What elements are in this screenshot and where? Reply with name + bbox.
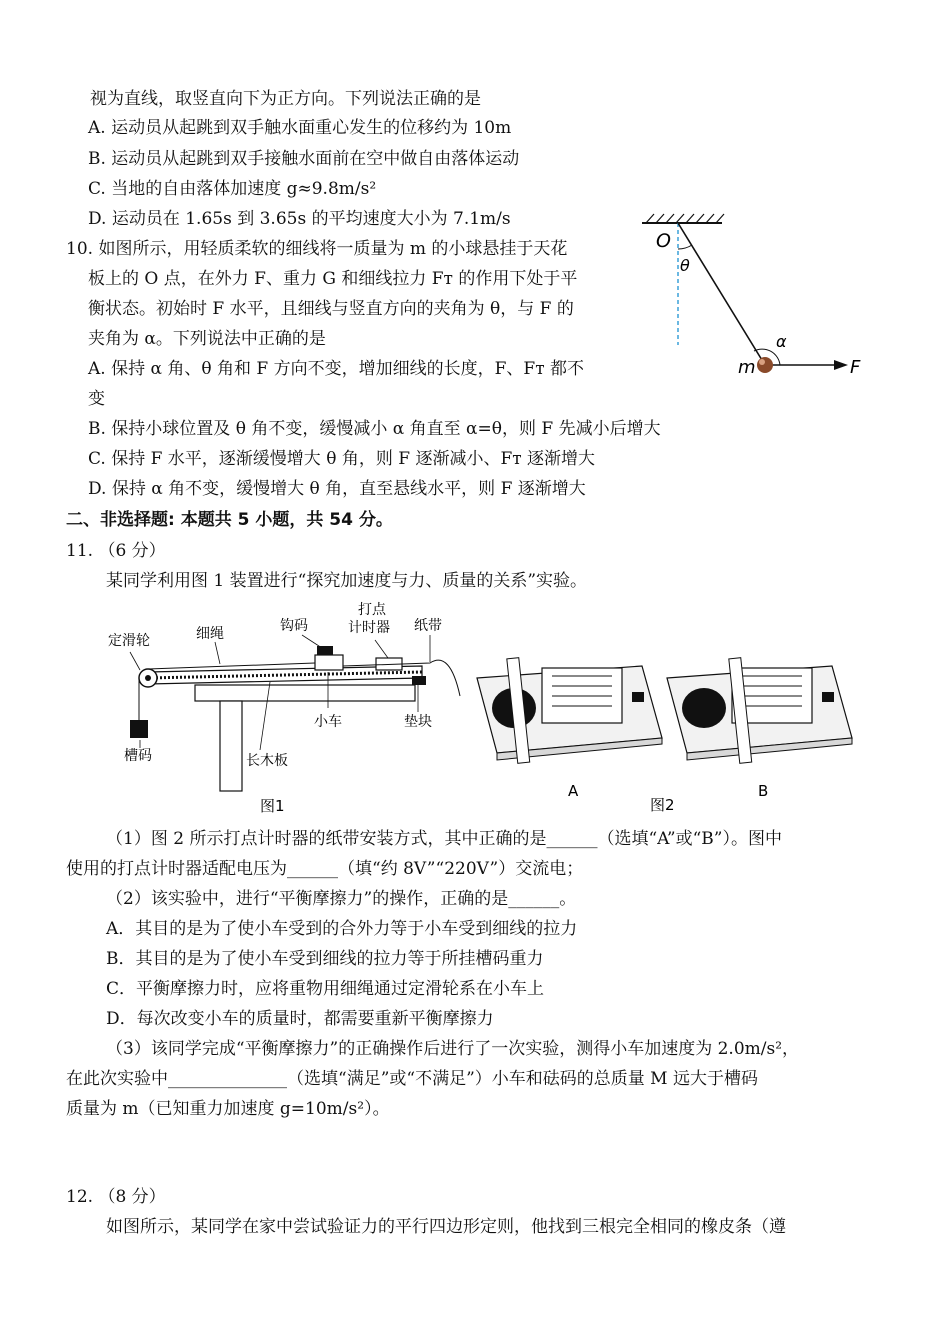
q11-part1-line-2: 使用的打点计时器适配电压为______（填“约 8V”“220V”）交流电； [66, 859, 584, 879]
q9-option-d: D. 运动员在 1.65s 到 3.65s 的平均速度大小为 7.1m/s [88, 209, 511, 229]
q12-line-1: 如图所示，某同学在家中尝试验证力的平行四边形定则，他找到三根完全相同的橡皮条（遵 [106, 1217, 786, 1237]
fig2-caption: 图2 [650, 796, 675, 814]
q11-figure-1 [100, 600, 470, 818]
q10-line-3: 衡状态。初始时 F 水平，且细线与竖直方向的夹角为 θ，与 F 的 [88, 299, 574, 319]
q11-part2-option-d: D．每次改变小车的质量时，都需要重新平衡摩擦力 [106, 1009, 494, 1029]
q11-part2-option-a: A．其目的是为了使小车受到的合外力等于小车受到细线的拉力 [106, 919, 578, 939]
q11-part3-line-2: 在此次实验中______________（选填“满足”或“不满足”）小车和砝码的总质量 M 远大于槽码 [66, 1069, 758, 1089]
q10-fig-label-o: O [656, 230, 671, 252]
q10-option-d: D. 保持 α 角不变，缓慢增大 θ 角，直至悬线水平，则 F 逐渐增大 [88, 479, 586, 499]
q11-part2-stem: （2）该实验中，进行“平衡摩擦力”的操作，正确的是______。 [106, 889, 577, 909]
fig1-label-weight: 槽码 [124, 748, 152, 764]
q11-figure-2 [472, 648, 872, 820]
fig1-label-board: 长木板 [246, 753, 288, 769]
q10-option-c: C. 保持 F 水平，逐渐缓慢增大 θ 角，则 F 逐渐减小、Fᴛ 逐渐增大 [88, 449, 596, 469]
q10-pendulum-figure [630, 205, 880, 390]
q10-fig-label-alpha: α [776, 332, 787, 351]
fig2-label-a: A [568, 782, 579, 800]
q10-fig-label-theta: θ [680, 256, 690, 275]
fig1-label-timer-1: 打点 [358, 602, 386, 618]
q10-option-a-1: A. 保持 α 角、θ 角和 F 方向不变，增加细线的长度，F、Fᴛ 都不 [88, 359, 585, 379]
fig2-label-b: B [758, 782, 769, 800]
q11-intro: 某同学利用图 1 装置进行“探究加速度与力、质量的关系”实验。 [106, 571, 588, 591]
q11-part3-line-1: （3）该同学完成“平衡摩擦力”的正确操作后进行了一次实验，测得小车加速度为 2.0m/s²， [106, 1039, 800, 1059]
fig1-label-tape: 纸带 [414, 618, 442, 634]
q11-part1-line-1: （1）图 2 所示打点计时器的纸带安装方式，其中正确的是______（选填“A”或“B”）。图中 [106, 829, 782, 849]
q9-option-b: B. 运动员从起跳到双手接触水面前在空中做自由落体运动 [88, 149, 520, 169]
fig1-label-timer-2: 计时器 [348, 620, 390, 636]
fig1-label-block: 垫块 [404, 714, 432, 730]
section-2-heading: 二、非选择题: 本题共 5 小题，共 54 分。 [66, 510, 393, 530]
q10-line-2: 板上的 O 点，在外力 F、重力 G 和细线拉力 Fᴛ 的作用下处于平 [88, 269, 578, 289]
fig1-label-hook: 钩码 [280, 618, 308, 634]
q10-line-4: 夹角为 α。下列说法中正确的是 [88, 329, 326, 349]
q12-heading: 12. （8 分） [66, 1187, 166, 1207]
q10-line-1: 10. 如图所示，用轻质柔软的细线将一质量为 m 的小球悬挂于天花 [66, 239, 568, 259]
q11-part2-option-b: B．其目的是为了使小车受到细线的拉力等于所挂槽码重力 [106, 949, 544, 969]
fig1-label-rope: 细绳 [196, 626, 224, 642]
q10-option-a-2: 变 [88, 389, 105, 409]
fig2-timer-a [477, 658, 662, 764]
fig1-caption: 图1 [260, 797, 285, 815]
q9-option-a: A. 运动员从起跳到双手触水面重心发生的位移约为 10m [88, 118, 512, 138]
q11-heading: 11. （6 分） [66, 541, 166, 561]
fig1-label-pulley: 定滑轮 [108, 633, 150, 649]
q11-part2-option-c: C．平衡摩擦力时，应将重物用细绳通过定滑轮系在小车上 [106, 979, 545, 999]
q9-option-c: C. 当地的自由落体加速度 g≈9.8m/s² [88, 179, 377, 199]
fig1-label-cart: 小车 [314, 714, 342, 730]
q10-fig-label-m: m [738, 357, 756, 378]
q10-option-b: B. 保持小球位置及 θ 角不变，缓慢减小 α 角直至 α=θ，则 F 先减小后增大 [88, 419, 661, 439]
q10-fig-label-f: F [850, 357, 861, 378]
q9-stem-cont: 视为直线，取竖直向下为正方向。下列说法正确的是 [90, 89, 481, 109]
fig2-timer-b [667, 658, 852, 764]
q11-part3-line-3: 质量为 m（已知重力加速度 g=10m/s²）。 [66, 1099, 390, 1119]
